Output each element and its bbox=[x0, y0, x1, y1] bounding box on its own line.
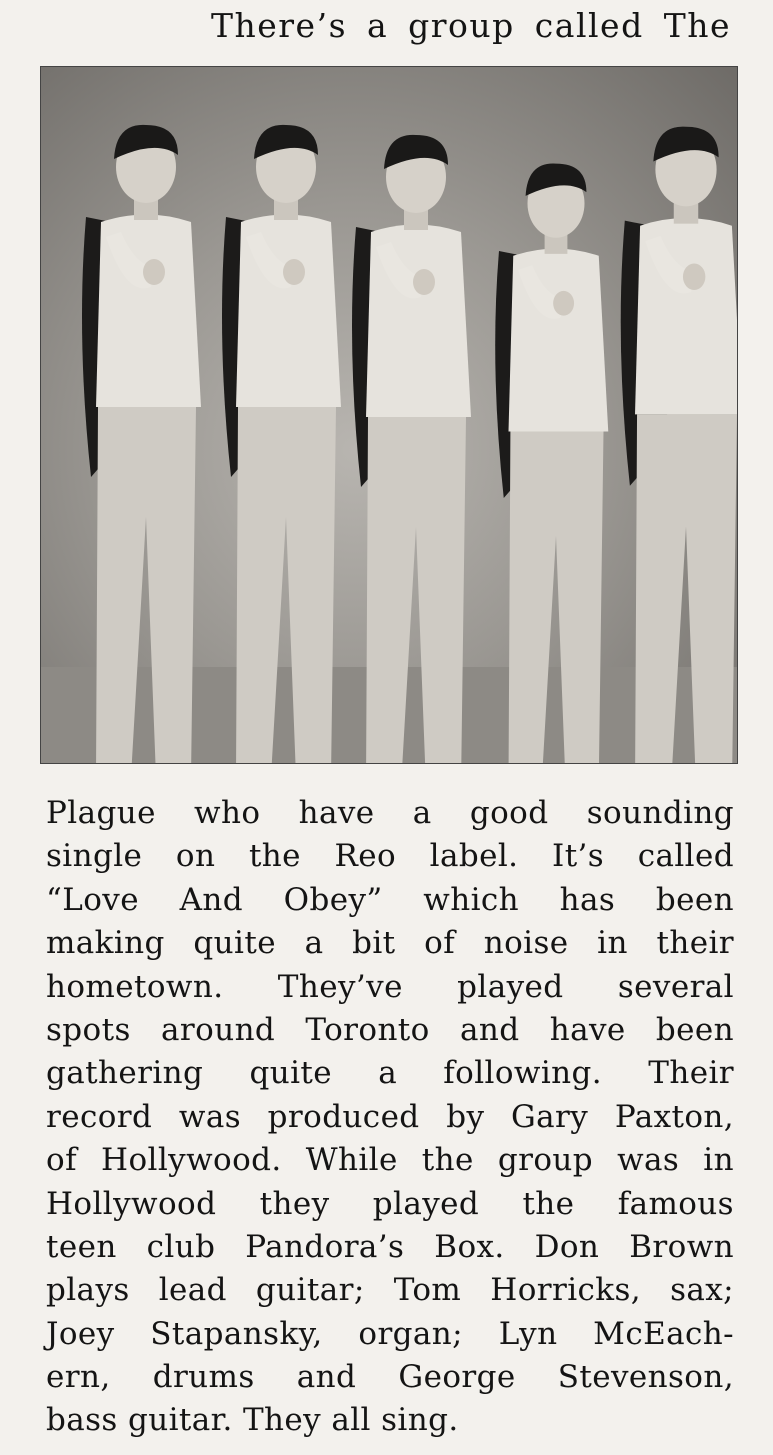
body-line: “Love And Obey” which has been bbox=[46, 881, 734, 918]
intro-line: There’s a group called The bbox=[210, 6, 731, 45]
body-line: hometown. They’ve played several bbox=[46, 968, 734, 1005]
body-line: spots around Toronto and have been bbox=[46, 1011, 734, 1048]
body-line: Plague who have a good sounding bbox=[46, 795, 734, 831]
body-line: ern, drums and George Stevenson, bbox=[46, 1359, 734, 1396]
body-line: bass guitar. They all sing. bbox=[46, 1402, 459, 1439]
hand bbox=[143, 259, 165, 285]
hand bbox=[413, 269, 435, 295]
body-line: of Hollywood. While the group was in bbox=[46, 1142, 734, 1179]
body-line: gathering quite a following. Their bbox=[46, 1055, 734, 1092]
article-body bbox=[46, 792, 734, 1443]
body-line: record was produced by Gary Paxton, bbox=[46, 1098, 734, 1135]
band-photo bbox=[40, 66, 738, 764]
body-line: teen club Pandora’s Box. Don Brown bbox=[46, 1228, 734, 1265]
hand bbox=[683, 263, 705, 290]
body-line: plays lead guitar; Tom Horricks, sax; bbox=[46, 1272, 734, 1309]
hand bbox=[283, 259, 305, 285]
body-line: Joey Stapansky, organ; Lyn McEach- bbox=[46, 1315, 734, 1352]
body-line: making quite a bit of noise in their bbox=[46, 925, 734, 962]
band-photo-illustration bbox=[41, 67, 737, 763]
hand bbox=[553, 291, 574, 316]
body-line: Hollywood they played the famous bbox=[46, 1185, 734, 1222]
body-line: single on the Reo label. It’s called bbox=[46, 838, 734, 875]
